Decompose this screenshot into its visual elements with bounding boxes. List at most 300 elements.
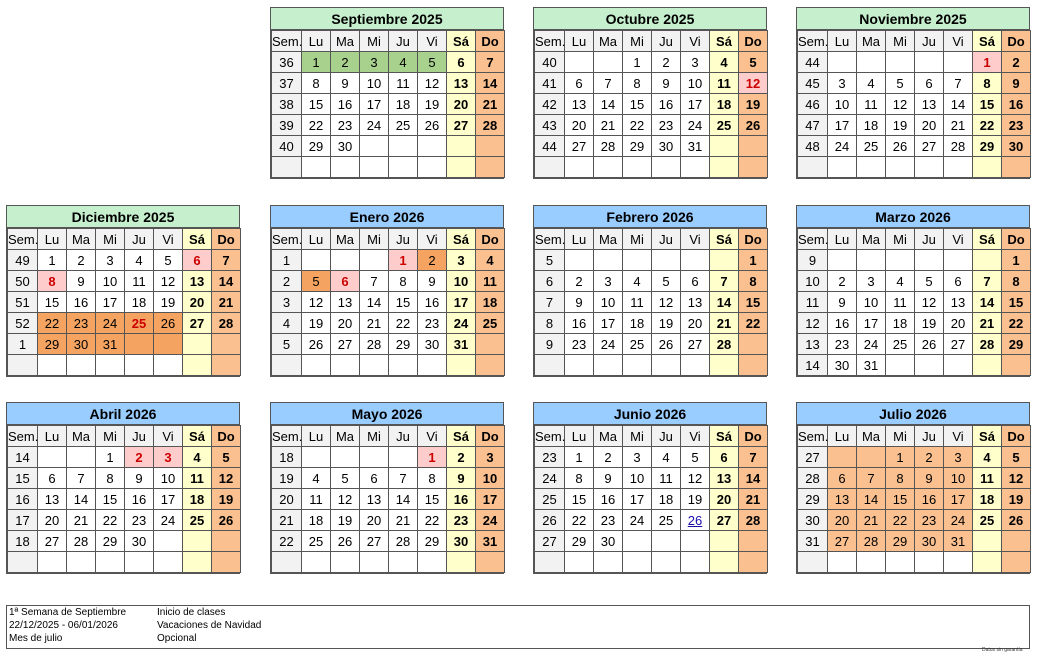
day-cell: 17 bbox=[154, 489, 183, 510]
week-number: 31 bbox=[798, 531, 828, 552]
empty-cell bbox=[857, 250, 886, 271]
day-cell: 15 bbox=[418, 489, 447, 510]
day-cell: 9 bbox=[418, 271, 447, 292]
day-cell: 4 bbox=[389, 52, 418, 73]
weekday-header: Mi bbox=[623, 426, 652, 447]
day-cell: 16 bbox=[652, 94, 681, 115]
day-cell: 18 bbox=[389, 94, 418, 115]
weekday-header: Sá bbox=[973, 31, 1002, 52]
day-cell: 23 bbox=[828, 334, 857, 355]
empty-cell bbox=[973, 531, 1002, 552]
week-number: 1 bbox=[8, 334, 38, 355]
day-cell: 6 bbox=[331, 271, 360, 292]
week-number: 41 bbox=[535, 73, 565, 94]
weekday-header: Lu bbox=[565, 426, 594, 447]
day-cell: 6 bbox=[681, 271, 710, 292]
day-cell: 17 bbox=[447, 292, 476, 313]
day-cell: 30 bbox=[915, 531, 944, 552]
month-title: Julio 2026 bbox=[797, 403, 1029, 425]
day-cell: 8 bbox=[623, 73, 652, 94]
week-number: 40 bbox=[272, 136, 302, 157]
empty-cell bbox=[360, 447, 389, 468]
day-cell: 28 bbox=[710, 334, 739, 355]
day-cell: 8 bbox=[1002, 271, 1031, 292]
day-cell: 7 bbox=[857, 468, 886, 489]
empty-cell bbox=[360, 355, 389, 376]
month-title: Octubre 2025 bbox=[534, 8, 766, 30]
empty-cell bbox=[652, 157, 681, 178]
week-number: 15 bbox=[8, 468, 38, 489]
weekday-header: Vi bbox=[681, 426, 710, 447]
week-number: 29 bbox=[798, 489, 828, 510]
empty-cell bbox=[710, 157, 739, 178]
weekday-header: Mi bbox=[623, 229, 652, 250]
empty-cell bbox=[125, 355, 154, 376]
month-title: Noviembre 2025 bbox=[797, 8, 1029, 30]
day-cell: 8 bbox=[886, 468, 915, 489]
day-cell: 4 bbox=[476, 250, 505, 271]
day-cell: 11 bbox=[476, 271, 505, 292]
week-number: 6 bbox=[535, 271, 565, 292]
week-number: 19 bbox=[272, 468, 302, 489]
empty-cell bbox=[681, 531, 710, 552]
weekday-header: Lu bbox=[38, 426, 67, 447]
weekday-header: Lu bbox=[565, 229, 594, 250]
day-cell: 21 bbox=[360, 313, 389, 334]
day-cell: 17 bbox=[96, 292, 125, 313]
empty-cell bbox=[331, 447, 360, 468]
day-cell: 26 bbox=[418, 115, 447, 136]
empty-cell bbox=[212, 552, 241, 573]
day-cell: 29 bbox=[302, 136, 331, 157]
day-cell: 26 bbox=[739, 115, 768, 136]
empty-cell bbox=[739, 136, 768, 157]
day-cell: 2 bbox=[67, 250, 96, 271]
weekday-header: Ma bbox=[857, 426, 886, 447]
day-cell: 14 bbox=[594, 94, 623, 115]
weekday-header: Do bbox=[212, 426, 241, 447]
empty-cell bbox=[973, 157, 1002, 178]
empty-cell bbox=[710, 552, 739, 573]
week-header: Sem. bbox=[535, 426, 565, 447]
day-cell: 7 bbox=[212, 250, 241, 271]
day-cell: 9 bbox=[331, 73, 360, 94]
day-cell: 5 bbox=[652, 271, 681, 292]
day-cell: 29 bbox=[973, 136, 1002, 157]
day-cell: 29 bbox=[1002, 334, 1031, 355]
day-cell: 21 bbox=[857, 510, 886, 531]
day-cell: 13 bbox=[710, 468, 739, 489]
week-number: 24 bbox=[535, 468, 565, 489]
empty-cell bbox=[1002, 157, 1031, 178]
week-number: 21 bbox=[272, 510, 302, 531]
empty-cell bbox=[183, 531, 212, 552]
day-cell: 19 bbox=[418, 94, 447, 115]
empty-cell bbox=[594, 552, 623, 573]
day-cell: 25 bbox=[623, 334, 652, 355]
day-cell: 15 bbox=[973, 94, 1002, 115]
day-cell: 30 bbox=[125, 531, 154, 552]
empty-cell bbox=[447, 355, 476, 376]
month-title: Abril 2026 bbox=[7, 403, 239, 425]
empty-cell bbox=[710, 355, 739, 376]
empty-cell bbox=[623, 355, 652, 376]
day-cell: 16 bbox=[594, 489, 623, 510]
day-cell: 20 bbox=[710, 489, 739, 510]
day-cell: 5 bbox=[418, 52, 447, 73]
day-cell: 24 bbox=[476, 510, 505, 531]
weekday-header: Mi bbox=[360, 229, 389, 250]
day-cell: 24 bbox=[623, 510, 652, 531]
day-cell: 20 bbox=[565, 115, 594, 136]
empty-cell bbox=[623, 531, 652, 552]
day-cell: 6 bbox=[944, 271, 973, 292]
week-number: 1 bbox=[272, 250, 302, 271]
empty-cell bbox=[476, 355, 505, 376]
day-cell: 10 bbox=[447, 271, 476, 292]
legend-value: Vacaciones de Navidad bbox=[157, 620, 262, 631]
day-cell: 26 bbox=[154, 313, 183, 334]
day-cell: 26 bbox=[302, 334, 331, 355]
empty-cell bbox=[739, 552, 768, 573]
empty-cell bbox=[681, 355, 710, 376]
day-cell: 15 bbox=[886, 489, 915, 510]
empty-cell bbox=[623, 552, 652, 573]
day-cell: 1 bbox=[623, 52, 652, 73]
empty-cell bbox=[183, 355, 212, 376]
week-number: 48 bbox=[798, 136, 828, 157]
empty-cell bbox=[886, 52, 915, 73]
empty-cell bbox=[828, 52, 857, 73]
empty-cell bbox=[710, 250, 739, 271]
day-cell: 5 bbox=[154, 250, 183, 271]
day-cell: 12 bbox=[739, 73, 768, 94]
week-number: 18 bbox=[272, 447, 302, 468]
day-cell: 31 bbox=[476, 531, 505, 552]
empty-cell bbox=[331, 355, 360, 376]
empty-cell bbox=[739, 355, 768, 376]
day-cell: 18 bbox=[652, 489, 681, 510]
week-number: 5 bbox=[535, 250, 565, 271]
day-cell: 22 bbox=[96, 510, 125, 531]
weekday-header: Vi bbox=[418, 229, 447, 250]
day-cell: 9 bbox=[652, 73, 681, 94]
week-number bbox=[272, 355, 302, 376]
day-cell: 25 bbox=[476, 313, 505, 334]
day-cell: 3 bbox=[96, 250, 125, 271]
day-cell: 7 bbox=[944, 73, 973, 94]
day-cell: 9 bbox=[565, 292, 594, 313]
empty-cell bbox=[154, 355, 183, 376]
day-cell: 15 bbox=[302, 94, 331, 115]
week-number: 38 bbox=[272, 94, 302, 115]
empty-cell bbox=[447, 157, 476, 178]
day-cell: 21 bbox=[710, 313, 739, 334]
day-cell: 15 bbox=[96, 489, 125, 510]
day-cell: 28 bbox=[212, 313, 241, 334]
week-header: Sem. bbox=[8, 426, 38, 447]
empty-cell bbox=[447, 552, 476, 573]
week-number: 27 bbox=[535, 531, 565, 552]
month-title: Mayo 2026 bbox=[271, 403, 503, 425]
day-cell: 11 bbox=[183, 468, 212, 489]
day-cell: 18 bbox=[183, 489, 212, 510]
day-cell: 16 bbox=[915, 489, 944, 510]
day-cell: 19 bbox=[915, 313, 944, 334]
weekday-header: Vi bbox=[154, 426, 183, 447]
weekday-header: Ma bbox=[594, 426, 623, 447]
day-cell: 4 bbox=[302, 468, 331, 489]
weekday-header: Mi bbox=[886, 31, 915, 52]
day-cell[interactable]: 26 bbox=[681, 510, 710, 531]
day-cell: 21 bbox=[212, 292, 241, 313]
day-cell: 4 bbox=[710, 52, 739, 73]
day-cell: 29 bbox=[418, 531, 447, 552]
weekday-header: Ju bbox=[915, 229, 944, 250]
day-cell: 19 bbox=[331, 510, 360, 531]
day-cell: 28 bbox=[67, 531, 96, 552]
week-number: 5 bbox=[272, 334, 302, 355]
day-cell: 30 bbox=[1002, 136, 1031, 157]
empty-cell bbox=[857, 552, 886, 573]
day-cell: 1 bbox=[302, 52, 331, 73]
weekday-header: Mi bbox=[96, 229, 125, 250]
week-header: Sem. bbox=[8, 229, 38, 250]
week-number: 40 bbox=[535, 52, 565, 73]
empty-cell bbox=[302, 552, 331, 573]
week-number: 28 bbox=[798, 468, 828, 489]
empty-cell bbox=[681, 157, 710, 178]
day-cell: 30 bbox=[828, 355, 857, 376]
empty-cell bbox=[38, 355, 67, 376]
empty-cell bbox=[476, 136, 505, 157]
day-cell: 11 bbox=[652, 468, 681, 489]
day-cell: 3 bbox=[828, 73, 857, 94]
day-cell: 3 bbox=[681, 52, 710, 73]
day-cell: 7 bbox=[710, 271, 739, 292]
day-cell: 17 bbox=[944, 489, 973, 510]
day-cell: 7 bbox=[360, 271, 389, 292]
day-cell: 27 bbox=[828, 531, 857, 552]
day-cell: 1 bbox=[565, 447, 594, 468]
day-cell: 25 bbox=[886, 334, 915, 355]
day-cell: 28 bbox=[389, 531, 418, 552]
day-cell: 31 bbox=[96, 334, 125, 355]
month-calendar bbox=[270, 402, 504, 574]
day-cell: 1 bbox=[886, 447, 915, 468]
day-cell: 28 bbox=[594, 136, 623, 157]
day-cell: 21 bbox=[476, 94, 505, 115]
day-cell: 25 bbox=[302, 531, 331, 552]
day-cell: 14 bbox=[67, 489, 96, 510]
day-cell: 9 bbox=[915, 468, 944, 489]
empty-cell bbox=[973, 552, 1002, 573]
day-cell: 18 bbox=[886, 313, 915, 334]
day-cell: 26 bbox=[652, 334, 681, 355]
weekday-header: Mi bbox=[623, 31, 652, 52]
empty-cell bbox=[418, 355, 447, 376]
day-cell: 18 bbox=[623, 313, 652, 334]
day-cell: 1 bbox=[96, 447, 125, 468]
day-cell: 19 bbox=[1002, 489, 1031, 510]
day-cell: 19 bbox=[302, 313, 331, 334]
empty-cell bbox=[67, 447, 96, 468]
weekday-header: Do bbox=[212, 229, 241, 250]
empty-cell bbox=[739, 157, 768, 178]
empty-cell bbox=[739, 531, 768, 552]
day-cell: 5 bbox=[302, 271, 331, 292]
day-cell: 7 bbox=[476, 52, 505, 73]
legend-key: 1ª Semana de Septiembre bbox=[9, 607, 127, 618]
weekday-header: Mi bbox=[886, 229, 915, 250]
day-cell: 13 bbox=[565, 94, 594, 115]
week-number: 9 bbox=[798, 250, 828, 271]
month-calendar bbox=[533, 402, 767, 574]
disclaimer: Datos sin garantía bbox=[982, 647, 1023, 653]
weekday-header: Mi bbox=[360, 426, 389, 447]
day-cell: 15 bbox=[38, 292, 67, 313]
day-cell: 24 bbox=[96, 313, 125, 334]
empty-cell bbox=[360, 157, 389, 178]
month-title: Marzo 2026 bbox=[797, 206, 1029, 228]
day-cell: 20 bbox=[38, 510, 67, 531]
day-cell: 22 bbox=[739, 313, 768, 334]
day-cell: 16 bbox=[67, 292, 96, 313]
day-cell: 11 bbox=[389, 73, 418, 94]
day-cell: 12 bbox=[681, 468, 710, 489]
empty-cell bbox=[565, 250, 594, 271]
day-cell: 30 bbox=[331, 136, 360, 157]
week-number: 25 bbox=[535, 489, 565, 510]
day-cell: 11 bbox=[623, 292, 652, 313]
empty-cell bbox=[1002, 552, 1031, 573]
weekday-header: Vi bbox=[418, 426, 447, 447]
weekday-header: Lu bbox=[38, 229, 67, 250]
empty-cell bbox=[96, 552, 125, 573]
day-cell: 9 bbox=[594, 468, 623, 489]
empty-cell bbox=[828, 552, 857, 573]
empty-cell bbox=[331, 157, 360, 178]
empty-cell bbox=[360, 552, 389, 573]
day-cell: 13 bbox=[828, 489, 857, 510]
empty-cell bbox=[681, 250, 710, 271]
day-cell: 6 bbox=[565, 73, 594, 94]
day-cell: 11 bbox=[857, 94, 886, 115]
weekday-header: Sá bbox=[447, 426, 476, 447]
weekday-header: Lu bbox=[302, 31, 331, 52]
day-cell: 1 bbox=[1002, 250, 1031, 271]
day-cell: 7 bbox=[594, 73, 623, 94]
empty-cell bbox=[857, 447, 886, 468]
weekday-header: Do bbox=[1002, 229, 1031, 250]
empty-cell bbox=[857, 52, 886, 73]
day-cell: 3 bbox=[623, 447, 652, 468]
week-number bbox=[535, 157, 565, 178]
weekday-header: Ju bbox=[125, 229, 154, 250]
day-cell: 3 bbox=[944, 447, 973, 468]
empty-cell bbox=[915, 552, 944, 573]
day-cell: 4 bbox=[125, 250, 154, 271]
week-number bbox=[272, 157, 302, 178]
day-cell: 19 bbox=[212, 489, 241, 510]
empty-cell bbox=[67, 552, 96, 573]
day-cell: 19 bbox=[652, 313, 681, 334]
day-cell: 23 bbox=[652, 115, 681, 136]
day-cell: 18 bbox=[857, 115, 886, 136]
day-cell: 10 bbox=[360, 73, 389, 94]
weekday-header: Lu bbox=[828, 426, 857, 447]
day-cell: 9 bbox=[828, 292, 857, 313]
month-title: Febrero 2026 bbox=[534, 206, 766, 228]
empty-cell bbox=[154, 552, 183, 573]
day-cell: 19 bbox=[154, 292, 183, 313]
week-header: Sem. bbox=[272, 426, 302, 447]
weekday-header: Sá bbox=[447, 31, 476, 52]
empty-cell bbox=[944, 552, 973, 573]
empty-cell bbox=[389, 355, 418, 376]
empty-cell bbox=[594, 52, 623, 73]
empty-cell bbox=[38, 552, 67, 573]
week-number: 20 bbox=[272, 489, 302, 510]
empty-cell bbox=[1002, 355, 1031, 376]
day-cell: 23 bbox=[418, 313, 447, 334]
day-cell: 5 bbox=[739, 52, 768, 73]
day-cell: 16 bbox=[125, 489, 154, 510]
week-header: Sem. bbox=[798, 426, 828, 447]
empty-cell bbox=[183, 552, 212, 573]
day-cell: 10 bbox=[154, 468, 183, 489]
week-number: 16 bbox=[8, 489, 38, 510]
day-cell: 27 bbox=[360, 531, 389, 552]
weekday-header: Ju bbox=[915, 426, 944, 447]
empty-cell bbox=[476, 157, 505, 178]
day-cell: 7 bbox=[389, 468, 418, 489]
week-number bbox=[535, 355, 565, 376]
weekday-header: Lu bbox=[828, 31, 857, 52]
week-number: 14 bbox=[798, 355, 828, 376]
day-cell: 20 bbox=[828, 510, 857, 531]
day-cell: 4 bbox=[652, 447, 681, 468]
empty-cell bbox=[389, 157, 418, 178]
day-cell: 4 bbox=[183, 447, 212, 468]
day-cell: 10 bbox=[476, 468, 505, 489]
week-number: 7 bbox=[535, 292, 565, 313]
empty-cell bbox=[652, 552, 681, 573]
week-number: 14 bbox=[8, 447, 38, 468]
empty-cell bbox=[418, 157, 447, 178]
week-number: 4 bbox=[272, 313, 302, 334]
day-cell: 13 bbox=[360, 489, 389, 510]
week-header: Sem. bbox=[535, 31, 565, 52]
day-cell: 12 bbox=[418, 73, 447, 94]
weekday-header: Sá bbox=[710, 31, 739, 52]
weekday-header: Vi bbox=[681, 31, 710, 52]
empty-cell bbox=[302, 447, 331, 468]
weekday-header: Vi bbox=[944, 229, 973, 250]
day-cell: 4 bbox=[623, 271, 652, 292]
week-number bbox=[8, 355, 38, 376]
day-cell: 14 bbox=[739, 468, 768, 489]
day-cell: 6 bbox=[183, 250, 212, 271]
week-number: 13 bbox=[798, 334, 828, 355]
empty-cell bbox=[565, 157, 594, 178]
day-cell: 25 bbox=[183, 510, 212, 531]
empty-cell bbox=[38, 447, 67, 468]
day-cell: 22 bbox=[565, 510, 594, 531]
weekday-header: Ju bbox=[389, 426, 418, 447]
weekday-header: Mi bbox=[360, 31, 389, 52]
empty-cell bbox=[594, 355, 623, 376]
